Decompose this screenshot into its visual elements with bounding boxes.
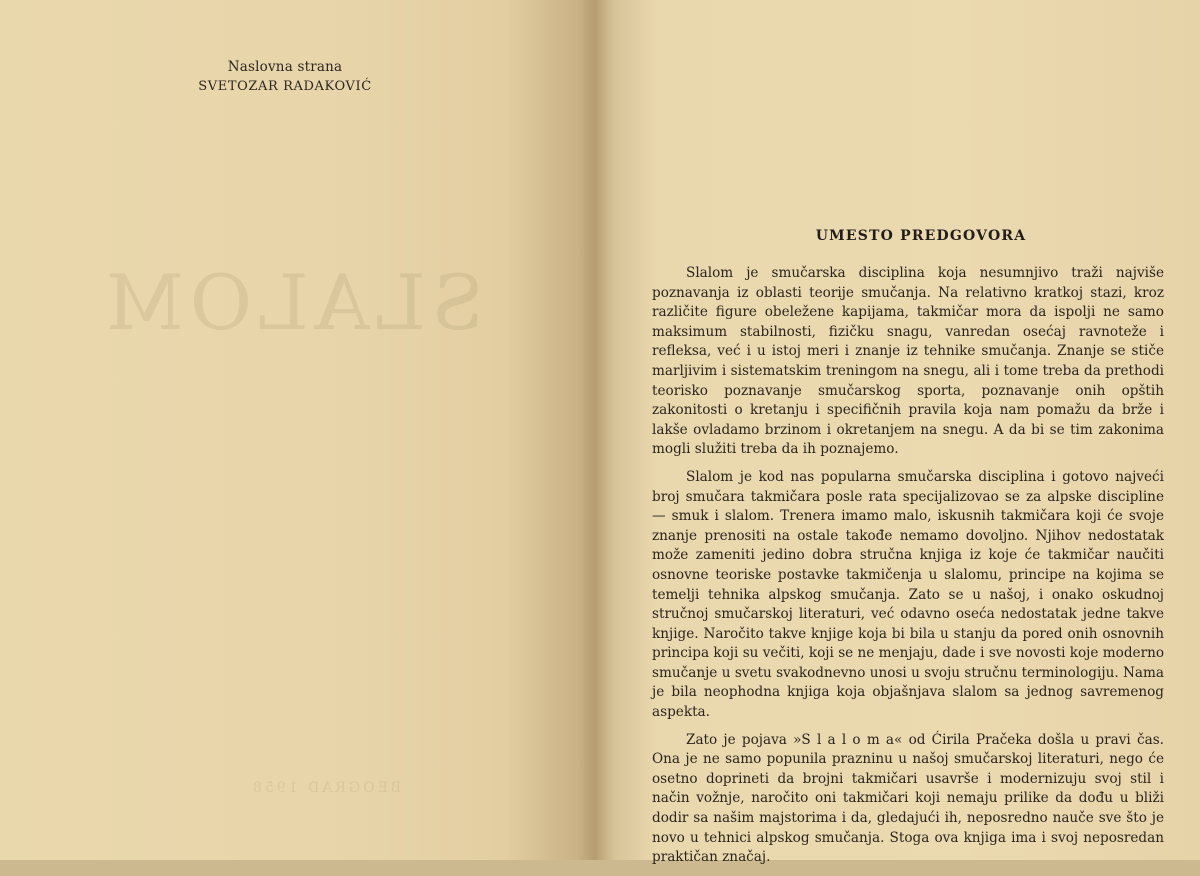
body-text (652, 264, 1164, 876)
paragraph-1: Slalom je smučarska disciplina koja nesumnjivo traži najviše poznavanja iz oblasti teorije smučanja. Na relativno kratkoj stazi, kroz različite figure obeležene kapijama, takmičar mora da ispolji ne samo maksimum stabilnosti, fizičku snagu, vanredan osećaj ravnoteže i refleksa, već i u istoj meri i znanje iz tehnike smučanja. Znanje se stiče marljivim i sistematskim treningom na snegu, ali i tome treba da prethodi teorisko poznavanje smučarskog sporta, poznavanje onih opštih zakonitosti o kretanju i specifičnih pravila koja nam pomažu da brže i lakše ovladamo brzinom i okretanjem na snegu. A da bi se tim zakonima mogli služiti treba da ih poznajemo. (652, 265, 1164, 458)
right-page (596, 0, 1200, 866)
show-through-title: SLALOM (100, 258, 485, 347)
show-through-imprint: BEOGRAD 1958 (250, 780, 402, 796)
credit-label: Naslovna strana (227, 59, 343, 75)
chapter-heading: UMESTO PREDGOVORA (815, 228, 1027, 244)
paragraph-2: Slalom je kod nas popularna smučarska disciplina i gotovo najveći broj smučara takmičara posle rata specijalizovao se za alpske discipline — smuk i slalom. Trenera imamo malo, iskusnih takmičara koji će svoje znanje prenositi na ostale takođe nemamo dovoljno. Njihov nedostatak može zameniti jedino dobra stručna knjiga iz koje će takmičar naučiti osnovne teoriske postavke takmičenja u slalomu, principe na kojima se temelji tehnika alpskog smučanja. Zato se u našoj, i onako oskudnoj stručnoj smučarskoj literaturi, već odavno oseća nedostatak jedne takve knjige. Naročito takve knjige koja bi bila u stanju da pored onih osnovnih principa koji su večiti, koji se ne menjaju, dade i sve novosti koje moderno smučanje u svetu svakodnevno unosi u svoju stručnu terminologiju. Nama je bila neophodna knjiga koja objašnjava slalom sa jednog savremenog aspekta. (652, 468, 1165, 721)
cover-credit (180, 58, 390, 96)
credit-name: SVETOZAR RADAKOVIĆ (198, 79, 372, 94)
left-page (0, 0, 596, 860)
paragraph-3: Zato je pojava »S l a l o m a« od Ćirila Pračeka došla u pravi čas. Ona je ne samo popunila prazninu u našoj smučarskoj literaturi, nego će osetno doprineti da brojni takmičari usavrše i modernizuju svoj stil i način vožnje, naročito oni takmičari koji nemaju prilike da dođu u bliži dodir sa našim majstorima i da, gledajući ih, neposredno nauče sve što je novo u tehnici alpskog smučanja. Stoga ova knjiga ima i svoj neposredan praktičan značaj. (652, 731, 1164, 866)
